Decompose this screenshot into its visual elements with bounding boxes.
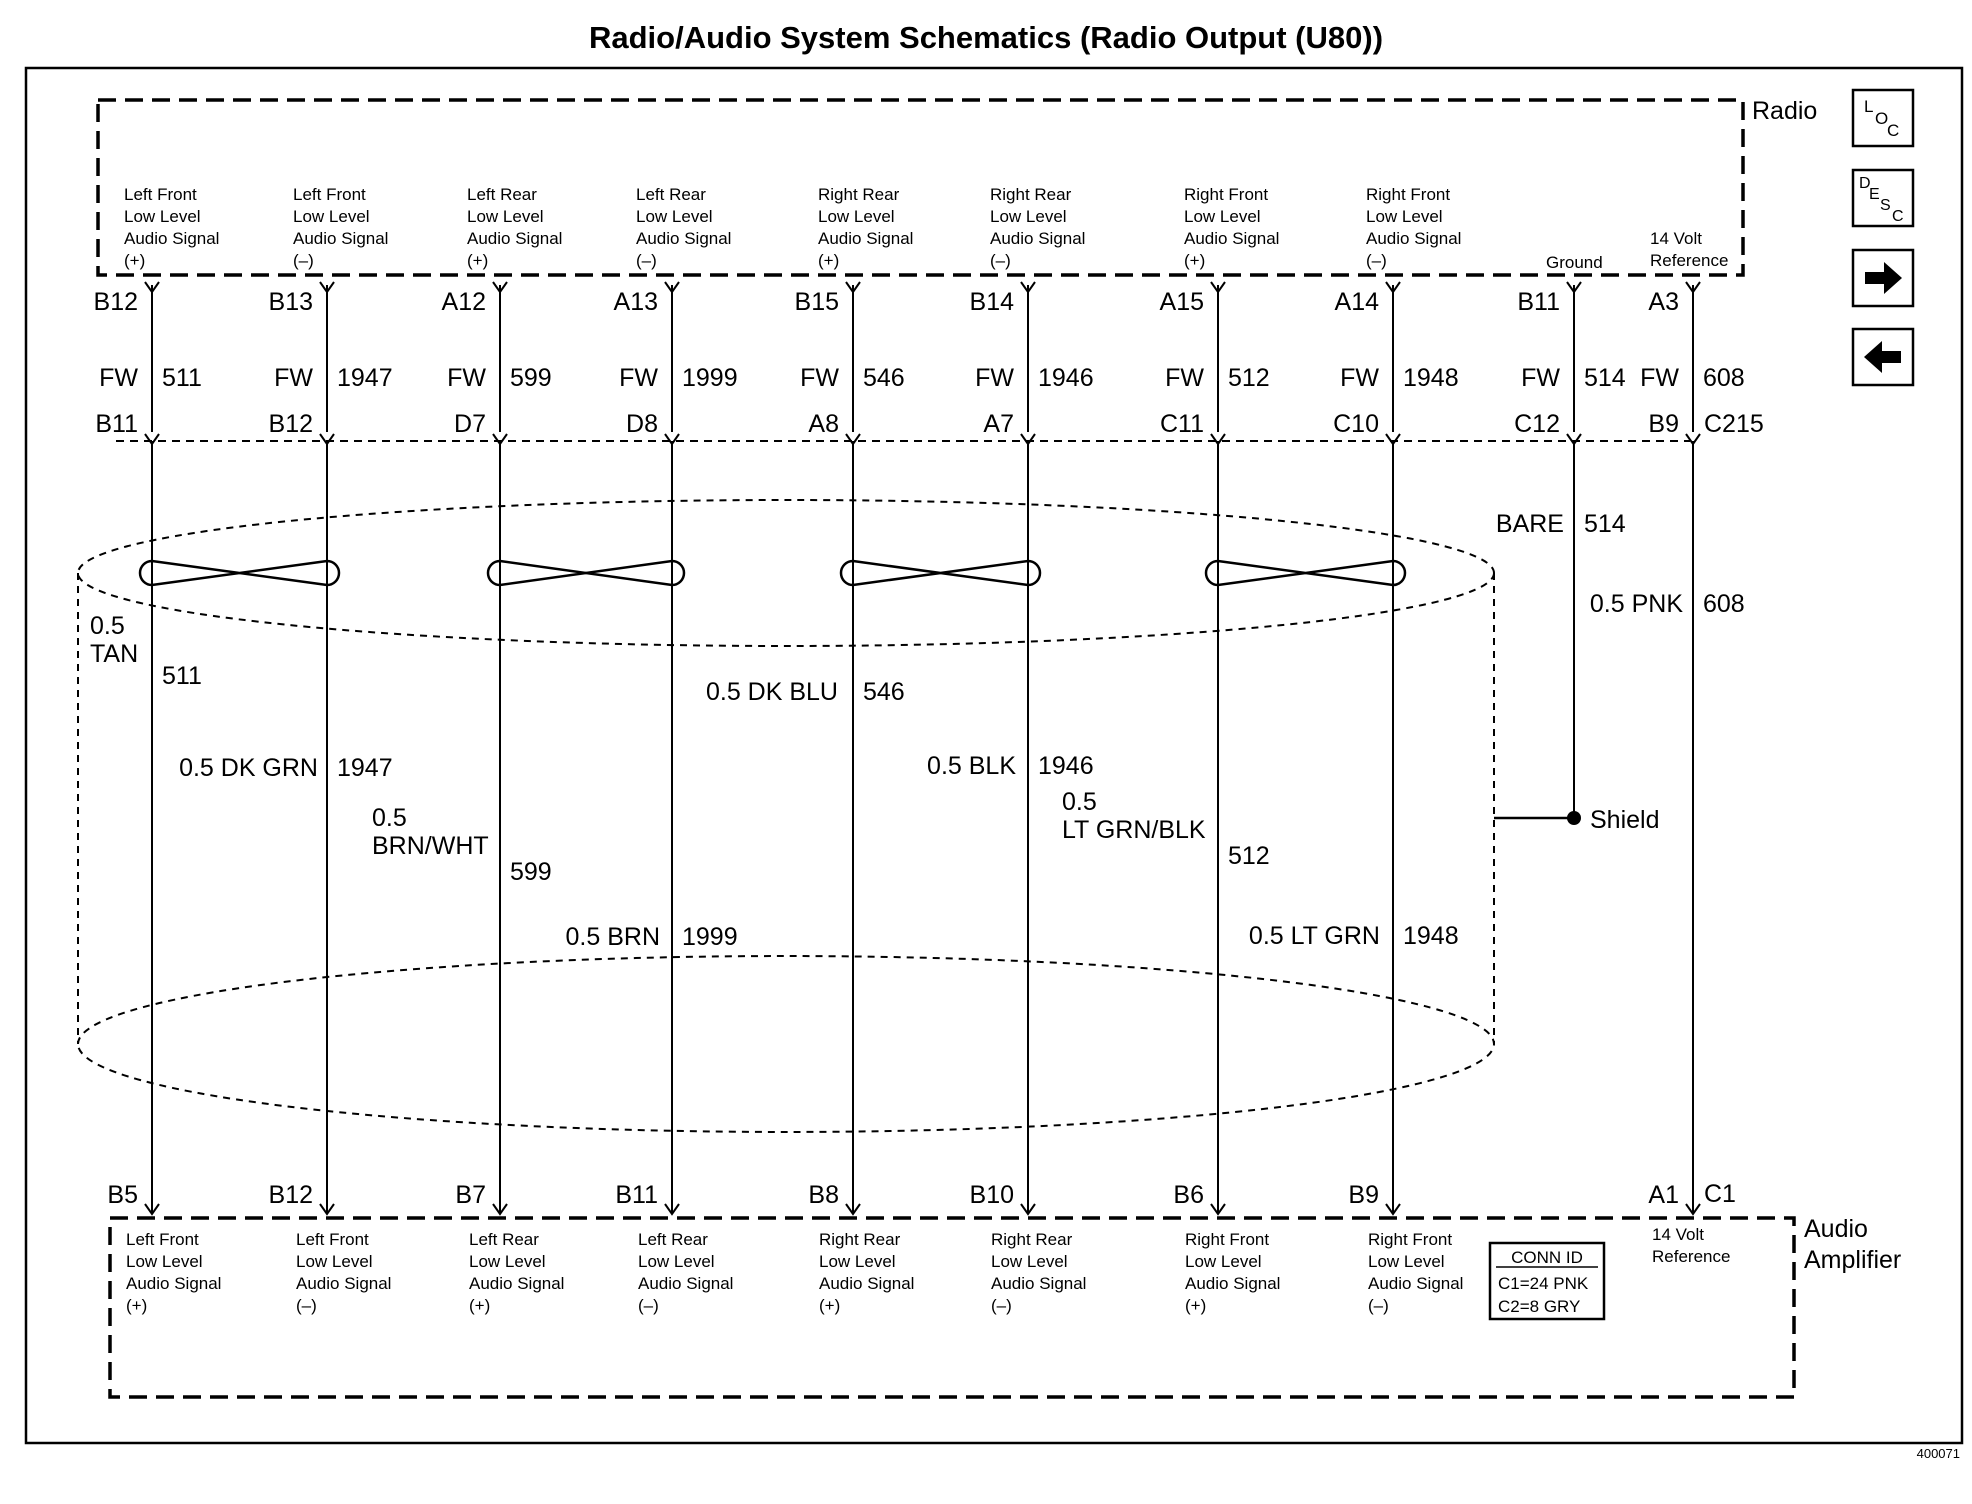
inline-pin-terminal [1686, 434, 1700, 444]
wire-circuit-number: 1999 [682, 923, 738, 951]
amplifier-label-line1: Audio [1804, 1215, 1868, 1243]
amp-pin-description: Low Level [819, 1252, 896, 1271]
radio-pin-description: Low Level [990, 207, 1067, 226]
loc-letter-c: C [1887, 121, 1900, 140]
fw-label: FW [800, 364, 839, 392]
fw-label: FW [447, 364, 486, 392]
desc-letter-c: C [1892, 208, 1904, 225]
inline-pin-id: D7 [454, 410, 486, 438]
amp-pin-description: Audio Signal [1368, 1274, 1464, 1293]
radio-pin-description: Right Rear [990, 185, 1072, 204]
wire-color: 0.5 BLK [927, 752, 1016, 780]
amp-pin-description: Low Level [469, 1252, 546, 1271]
amp-pin-description: Right Front [1185, 1230, 1270, 1249]
inline-pin-id: C11 [1159, 410, 1204, 438]
desc-letter-e: E [1869, 186, 1880, 203]
radio-pin-description: Right Front [1366, 185, 1451, 204]
shield-cylinder [78, 500, 1494, 1132]
amp-pin-description: Right Rear [819, 1230, 901, 1249]
amp-pin-description: Low Level [296, 1252, 373, 1271]
inline-pin-id: A7 [983, 410, 1014, 438]
radio-label: Radio [1752, 97, 1818, 125]
desc-letter-d: D [1859, 175, 1871, 192]
radio-pin-description: (+) [818, 251, 840, 270]
circuit-number: 608 [1703, 364, 1745, 392]
amp-pin-description: Audio Signal [991, 1274, 1087, 1293]
radio-pin-id: B15 [794, 288, 839, 316]
radio-pin-description: Audio Signal [990, 229, 1086, 248]
radio-pin-description: Audio Signal [818, 229, 914, 248]
amp-pin-description: (–) [638, 1296, 659, 1315]
radio-pin-description: Low Level [1366, 207, 1443, 226]
conn-id-row-c2: C2=8 GRY [1498, 1297, 1581, 1316]
radio-pin-id: B13 [268, 288, 313, 316]
radio-pin-description: (–) [1366, 251, 1387, 270]
inline-pin-terminal [320, 434, 334, 444]
wire-circuit-number: 599 [510, 858, 552, 886]
radio-pin-description: (+) [467, 251, 489, 270]
radio-pin-description: Audio Signal [467, 229, 563, 248]
amp-pin-id: B5 [107, 1181, 138, 1209]
inline-connector-id: C215 [1704, 410, 1764, 438]
amp-pin-description: Reference [1652, 1247, 1731, 1266]
amp-pin-description: Low Level [126, 1252, 203, 1271]
radio-pin-description: Low Level [1184, 207, 1261, 226]
radio-pin-description: Low Level [467, 207, 544, 226]
inline-pin-terminal [1021, 434, 1035, 444]
radio-pin-description: Audio Signal [293, 229, 389, 248]
amp-pin-description: Left Rear [469, 1230, 539, 1249]
amp-pin-description: Low Level [1185, 1252, 1262, 1271]
radio-pin-id: B12 [93, 288, 138, 316]
amp-pin-description: Audio Signal [469, 1274, 565, 1293]
circuit-number: 546 [863, 364, 905, 392]
amp-pin-description: Left Front [296, 1230, 369, 1249]
circuit-number: 1999 [682, 364, 738, 392]
inline-pin-terminal [665, 434, 679, 444]
radio-pin-id: A12 [441, 288, 486, 316]
circuit-number: 512 [1228, 364, 1270, 392]
radio-pin-description: Left Front [124, 185, 197, 204]
amp-pin-description: Low Level [1368, 1252, 1445, 1271]
fw-label: FW [1521, 364, 1560, 392]
radio-pin-description: (–) [990, 251, 1011, 270]
inline-pin-terminal [1386, 434, 1400, 444]
amp-pin-description: Left Front [126, 1230, 199, 1249]
amp-pin-description: Low Level [638, 1252, 715, 1271]
wire-color: BARE [1495, 510, 1564, 538]
wire-circuit-number: 1946 [1038, 752, 1094, 780]
amp-pin-description: (–) [296, 1296, 317, 1315]
radio-pin-description: Low Level [818, 207, 895, 226]
diagram-title: Radio/Audio System Schematics (Radio Output (U80)) [588, 20, 1384, 55]
amp-pin-id: B8 [808, 1181, 839, 1209]
circuits-group [90, 185, 1745, 1315]
amp-pin-id: B10 [969, 1181, 1014, 1209]
inline-pin-id: C10 [1333, 410, 1379, 438]
next-button[interactable] [1853, 250, 1913, 306]
amp-pin-id: B6 [1173, 1181, 1204, 1209]
circuit-number: 514 [1584, 364, 1626, 392]
wire-gauge: 0.5 [90, 612, 125, 640]
inline-pin-id: C12 [1514, 410, 1560, 438]
amp-pin-description: (+) [819, 1296, 841, 1315]
radio-pin-description: Right Front [1184, 185, 1269, 204]
radio-pin-description: Audio Signal [1184, 229, 1280, 248]
amp-pin-id: A1 [1648, 1181, 1679, 1209]
wire-circuit-number: 512 [1228, 842, 1270, 870]
amp-pin-description: (–) [1368, 1296, 1389, 1315]
wire-color: TAN [90, 640, 139, 668]
amp-pin-description: 14 Volt [1652, 1225, 1704, 1244]
twisted-pairs [140, 561, 1405, 585]
amp-pin-id: B9 [1348, 1181, 1379, 1209]
wire-circuit-number: 608 [1703, 590, 1745, 618]
amp-pin-id: B11 [615, 1181, 658, 1209]
radio-pin-description: (–) [636, 251, 657, 270]
loc-letter-l: L [1864, 97, 1874, 116]
amp-pin-description: Low Level [991, 1252, 1068, 1271]
circuit-number: 1948 [1403, 364, 1459, 392]
wire-color: 0.5 DK BLU [705, 678, 838, 706]
figure-id: 400071 [1916, 1446, 1960, 1461]
desc-button[interactable] [1853, 170, 1913, 226]
radio-pin-id: A15 [1159, 288, 1204, 316]
fw-label: FW [1640, 364, 1679, 392]
radio-pin-description: Reference [1650, 251, 1729, 270]
inline-pin-terminal [1211, 434, 1225, 444]
amp-pin-description: Audio Signal [126, 1274, 222, 1293]
radio-pin-description: Left Rear [467, 185, 537, 204]
fw-label: FW [274, 364, 313, 392]
radio-pin-description: 14 Volt [1650, 229, 1702, 248]
conn-id-box [1490, 1243, 1604, 1319]
desc-letter-s: S [1880, 197, 1891, 214]
inline-pin-terminal [493, 434, 507, 444]
radio-pin-description: (+) [124, 251, 146, 270]
loc-button[interactable] [1853, 90, 1913, 146]
fw-label: FW [99, 364, 138, 392]
conn-id-row-c1: C1=24 PNK [1498, 1274, 1589, 1293]
inline-pin-id: B9 [1648, 410, 1679, 438]
conn-id-header: CONN ID [1511, 1248, 1583, 1267]
radio-pin-description: (–) [293, 251, 314, 270]
radio-pin-description: Audio Signal [124, 229, 220, 248]
radio-pin-description: Low Level [636, 207, 713, 226]
inline-pin-terminal [846, 434, 860, 444]
amp-pin-description: Audio Signal [296, 1274, 392, 1293]
radio-pin-description: Audio Signal [636, 229, 732, 248]
circuit-number: 1947 [337, 364, 393, 392]
wire-circuit-number: 546 [863, 678, 905, 706]
prev-button[interactable] [1853, 329, 1913, 385]
wire-gauge: 0.5 [1062, 788, 1097, 816]
radio-pin-id: B11 [1517, 288, 1560, 316]
wire-gauge: 0.5 [372, 804, 407, 832]
amplifier-label-line2: Amplifier [1804, 1246, 1902, 1274]
wire-circuit-number: 1948 [1403, 922, 1459, 950]
radio-pin-id: B14 [969, 288, 1014, 316]
radio-pin-description: Left Front [293, 185, 366, 204]
wire-circuit-number: 1947 [337, 754, 393, 782]
loc-letter-o: O [1875, 109, 1889, 128]
circuit-number: 1946 [1038, 364, 1094, 392]
amp-pin-description: (+) [126, 1296, 148, 1315]
inline-pin-id: D8 [626, 410, 658, 438]
inline-pin-terminal [145, 434, 159, 444]
wire-color: 0.5 PNK [1589, 590, 1683, 618]
circuit-number: 511 [162, 364, 202, 392]
amp-pin-description: Audio Signal [1185, 1274, 1281, 1293]
amp-pin-id: B7 [455, 1181, 486, 1209]
radio-pin-description: (+) [1184, 251, 1206, 270]
radio-pin-id: A13 [613, 288, 658, 316]
amp-pin-description: (–) [991, 1296, 1012, 1315]
fw-label: FW [975, 364, 1014, 392]
inline-pin-id: B11 [95, 410, 138, 438]
wire-circuit-number: 511 [162, 662, 202, 690]
radio-pin-description: Right Rear [818, 185, 900, 204]
fw-label: FW [619, 364, 658, 392]
radio-pin-id: A3 [1648, 288, 1679, 316]
fw-label: FW [1340, 364, 1379, 392]
radio-pin-description: Low Level [293, 207, 370, 226]
amp-pin-description: (+) [1185, 1296, 1207, 1315]
inline-pin-id: B12 [268, 410, 313, 438]
fw-label: FW [1165, 364, 1204, 392]
radio-pin-description: Audio Signal [1366, 229, 1462, 248]
amp-pin-description: Right Rear [991, 1230, 1073, 1249]
inline-pin-terminal [1567, 434, 1581, 444]
shield-label: Shield [1590, 806, 1660, 834]
radio-pin-description: Left Rear [636, 185, 706, 204]
wire-color: LT GRN/BLK [1062, 816, 1206, 844]
wire-color: 0.5 DK GRN [179, 754, 318, 782]
wire-color: BRN/WHT [372, 832, 489, 860]
wire-color: 0.5 BRN [565, 923, 660, 951]
amp-connector-id: C1 [1704, 1180, 1736, 1208]
wire-color: 0.5 LT GRN [1248, 922, 1380, 950]
wire-circuit-number: 514 [1584, 510, 1626, 538]
amp-pin-id: B12 [268, 1181, 313, 1209]
inline-pin-id: A8 [808, 410, 839, 438]
amp-pin-description: Audio Signal [638, 1274, 734, 1293]
radio-pin-id: A14 [1334, 288, 1379, 316]
radio-pin-description: Low Level [124, 207, 201, 226]
circuit-number: 599 [510, 364, 552, 392]
amp-pin-description: Left Rear [638, 1230, 708, 1249]
amp-pin-description: Audio Signal [819, 1274, 915, 1293]
radio-pin-description: Ground [1546, 253, 1603, 272]
amp-pin-description: Right Front [1368, 1230, 1453, 1249]
amp-pin-description: (+) [469, 1296, 491, 1315]
